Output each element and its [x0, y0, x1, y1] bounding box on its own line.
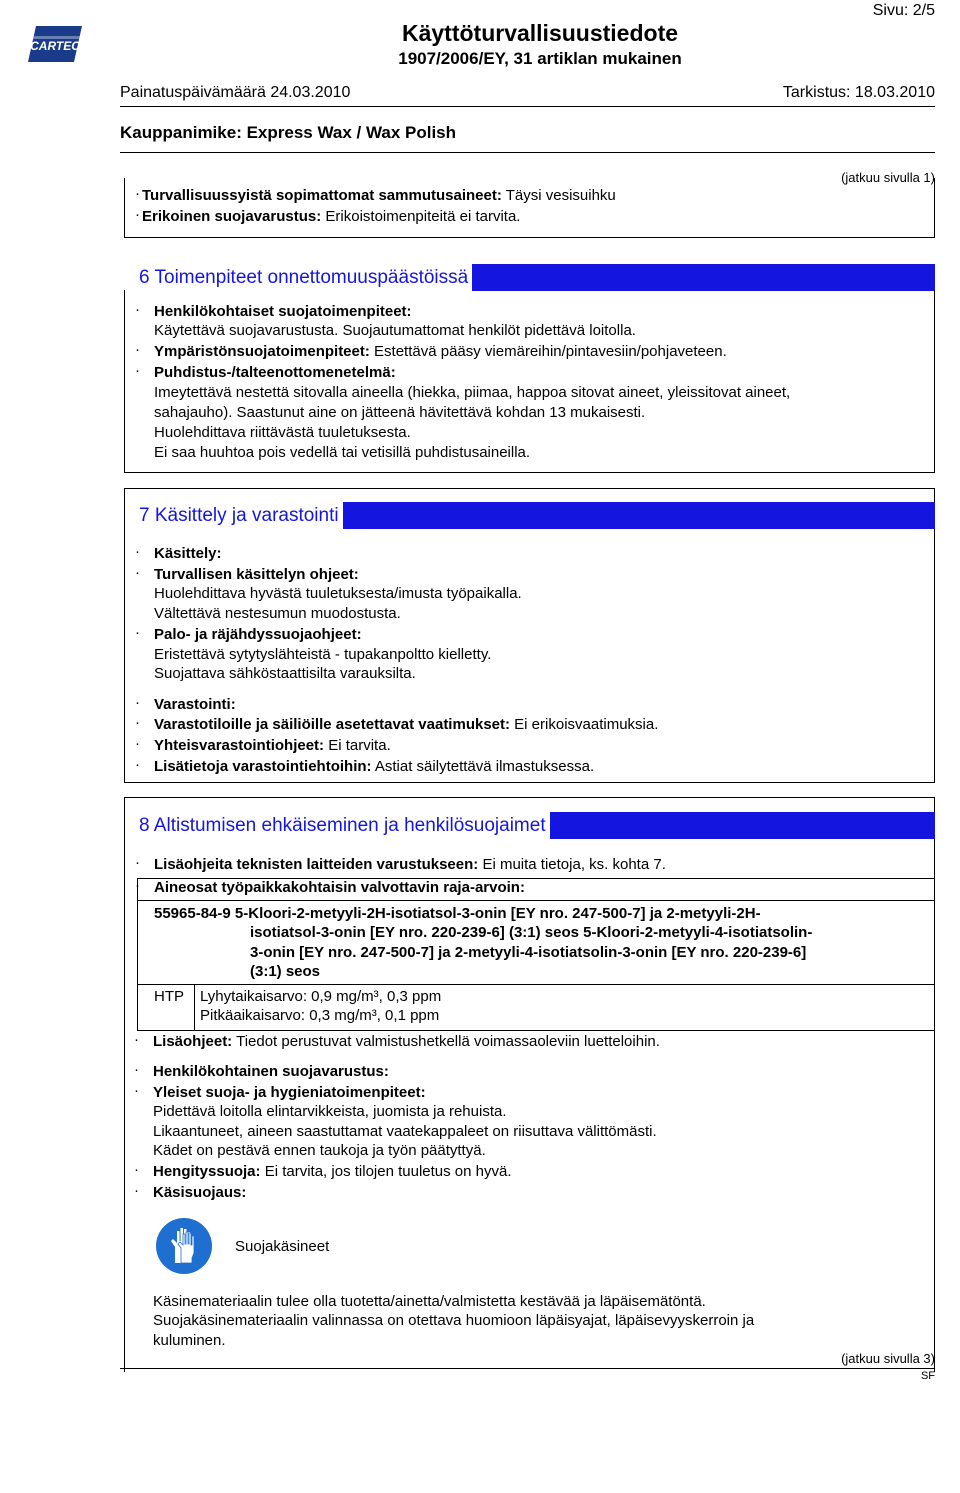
- glove-material-line-1: Käsinemateriaalin tulee olla tuotetta/ainetta/valmistetta kestävää ja läpäisemätöntä.: [153, 1293, 706, 1310]
- htp-short-term: Lyhytaikaisarvo: 0,9 mg/m³, 0,3 ppm: [200, 988, 442, 1005]
- page-subtitle: 1907/2006/EY, 31 artiklan mukainen: [398, 49, 682, 68]
- footer-divider: [120, 1368, 935, 1369]
- fire-protection-line-1: Eristettävä sytytyslähteistä - tupakanpoltto kielletty.: [154, 646, 492, 663]
- gloves-caption: Suojakäsineet: [235, 1238, 330, 1255]
- cleanup-label: Puhdistus-/talteenottomenetelmä:: [154, 364, 396, 381]
- section6-box: · Henkilökohtaiset suojatoimenpiteet: Käytettävä suojavarustusta. Suojautumattomat henkilöt pidettävä loitolla. · Ympäristönsuojatoimenpiteet: Estettävä pääsy viemäreihin/pintavesiin/pohjaveteen. · Puhdistus-/talteenottomenetelmä: Imeytettävä nestettä sitovalla aineella (hiekka, piimaa, happoa sitovat aineet, yleissitovat aineet, sahajauho). Saastunut aine on jätteenä hävitettävä kohdan 13 mukaisesti. Huolehdittava riittävästä tuuletuksesta. Ei saa huuhtoa pois vedellä tai vetisillä puhdistusaineilla.: [124, 290, 935, 473]
- trade-name: Kauppanimike: Express Wax / Wax Polish: [120, 123, 457, 142]
- glove-material-line-3: kuluminen.: [153, 1332, 226, 1349]
- gloves-icon: [155, 1217, 213, 1275]
- section7-title: 7 Käsittely ja varastointi: [137, 502, 935, 529]
- storage-label: Varastointi:: [154, 696, 236, 713]
- substance-line-2: isotiatsol-3-onin [EY nro. 220-239-6] (3:1) seos 5-Kloori-2-metyyli-4-isotiatsolin-: [250, 924, 813, 941]
- extra-storage-info: Lisätietoja varastointiehtoihin: Astiat säilytettävä ilmastuksessa.: [154, 758, 595, 775]
- htp-label: HTP: [154, 988, 184, 1005]
- table-row-divider: [137, 984, 935, 985]
- personal-precautions-label: Henkilökohtaiset suojatoimenpiteet:: [154, 303, 412, 320]
- continued-to: (jatkuu sivulla 3): [841, 1351, 935, 1366]
- hygiene-line-1: Pidettävä loitolla elintarvikkeista, juomista ja rehuista.: [153, 1103, 507, 1120]
- section7-box: · Käsittely: · Turvallisen käsittelyn ohjeet: Huolehdittava hyvästä tuuletuksesta/imusta työpaikalla. Vältettävä nestesumun muodostusta. · Palo- ja räjähdyssuojaohjeet: Eristettävä sytytyslähteistä - tupakanpoltto kielletty. Suojattava sähköstaattisilta varauksilta. · Varastointi: · Varastotiloille ja säiliöille asetettavat vaatimukset: Ei erikoisvaatimuksia. · Yhteisvarastointiohjeet: Ei tarvita. · Lisätietoja varastointiehtoihin: Astiat säilytettävä ilmastuksessa.: [124, 488, 935, 783]
- table-header-divider: [137, 900, 935, 901]
- joint-storage: Yhteisvarastointiohjeet: Ei tarvita.: [154, 737, 391, 754]
- environmental-precautions: Ympäristönsuojatoimenpiteet: Estettävä pääsy viemäreihin/pintavesiin/pohjaveteen.: [154, 343, 727, 360]
- cartec-logo: [24, 22, 86, 66]
- language-code: SF: [920, 1370, 935, 1382]
- substance-line-4: (3:1) seos: [250, 963, 321, 980]
- htp-column-divider: [194, 984, 195, 1031]
- substance-line-1: 55965-84-9 5-Kloori-2-metyyli-2H-isotiatsol-3-onin [EY nro. 247-500-7] ja 2-metyyli-2H-: [154, 905, 761, 922]
- page-title: Käyttöturvallisuustiedote: [401, 20, 679, 46]
- section8-box: · Lisäohjeita teknisten laitteiden varustukseen: Ei muita tietoja, ks. kohta 7. · Aineosat työpaikkakohtaisin valvottavin raja-arvoin:: [124, 797, 935, 1372]
- hygiene-line-3: Kädet on pestävä ennen taukoja ja työn päätyttyä.: [153, 1142, 486, 1159]
- safe-handling-label: Turvallisen käsittelyn ohjeet:: [154, 566, 359, 583]
- trade-name-divider: [120, 152, 935, 153]
- hand-protection-label: Käsisuojaus:: [153, 1184, 247, 1201]
- exposure-limits-label: Aineosat työpaikkakohtaisin valvottavin raja-arvoin:: [154, 879, 525, 896]
- fire-protection-line-2: Suojattava sähköstaattisilta varauksilta.: [154, 665, 416, 682]
- ppe-label: Henkilökohtainen suojavarustus:: [153, 1063, 389, 1080]
- unsuitable-extinguishers: Turvallisuussyistä sopimattomat sammutusaineet: Täysi vesisuihku: [142, 187, 616, 204]
- safe-handling-line-2: Vältettävä nestesumun muodostusta.: [154, 605, 401, 622]
- hygiene-label: Yleiset suoja- ja hygieniatoimenpiteet:: [153, 1084, 426, 1101]
- cleanup-line-2: sahajauho). Saastunut aine on jätteenä hävitettävä kohdan 13 mukaisesti.: [154, 404, 646, 421]
- continued-from: (jatkuu sivulla 1): [841, 170, 935, 185]
- page-number: Sivu: 2/5: [872, 2, 935, 19]
- header-divider: [120, 106, 935, 107]
- personal-precautions-text: Käytettävä suojavarustusta. Suojautumattomat henkilöt pidettävä loitolla.: [154, 322, 636, 339]
- revision-date: Tarkistus: 18.03.2010: [782, 84, 935, 101]
- hygiene-line-2: Likaantuneet, aineen saastuttamat vaatekappaleet on riisuttava välittömästi.: [153, 1123, 657, 1140]
- fire-protection-label: Palo- ja räjähdyssuojaohjeet:: [154, 626, 362, 643]
- additional-info: Lisäohjeet: Tiedot perustuvat valmistushetkellä voimassaoleviin luetteloihin.: [153, 1033, 660, 1050]
- cleanup-line-3: Huolehdittava riittävästä tuuletuksesta.: [154, 424, 411, 441]
- technical-facilities: Lisäohjeita teknisten laitteiden varustukseen: Ei muita tietoja, ks. kohta 7.: [154, 856, 666, 873]
- print-date: Painatuspäivämäärä 24.03.2010: [120, 84, 351, 101]
- logo-text: CARTEC: [30, 39, 80, 53]
- substance-line-3: 3-onin [EY nro. 247-500-7] ja 2-metyyli-4-isotiatsolin-3-onin [EY nro. 220-239-6]: [250, 944, 807, 961]
- cleanup-line-1: Imeytettävä nestettä sitovalla aineella (hiekka, piimaa, happoa sitovat aineet, yleissitovat aineet,: [154, 384, 791, 401]
- section8-title: 8 Altistumisen ehkäiseminen ja henkilösuojaimet: [137, 812, 935, 839]
- safe-handling-line-1: Huolehdittava hyvästä tuuletuksesta/imusta työpaikalla.: [154, 585, 522, 602]
- handling-label: Käsittely:: [154, 545, 222, 562]
- htp-long-term: Pitkäaikaisarvo: 0,3 mg/m³, 0,1 ppm: [200, 1007, 440, 1024]
- glove-material-line-2: Suojakäsinemateriaalin valinnassa on otettava huomioon läpäisyajat, läpäisevyyskerroin ja: [153, 1312, 755, 1329]
- special-protective-equipment: Erikoinen suojavarustus: Erikoistoimenpiteitä ei tarvita.: [142, 208, 521, 225]
- cleanup-line-4: Ei saa huuhtoa pois vedellä tai vetisillä puhdistusaineilla.: [154, 444, 531, 461]
- section5-box: · Turvallisuussyistä sopimattomat sammutusaineet: Täysi vesisuihku · Erikoinen suojavarustus: Erikoistoimenpiteitä ei tarvita.: [124, 178, 935, 238]
- section6-title: 6 Toimenpiteet onnettomuuspäästöissä: [137, 264, 935, 291]
- storage-requirements: Varastotiloille ja säiliöille asetettavat vaatimukset: Ei erikoisvaatimuksia.: [154, 716, 659, 733]
- respiratory-protection: Hengityssuoja: Ei tarvita, jos tilojen tuuletus on hyvä.: [153, 1163, 512, 1180]
